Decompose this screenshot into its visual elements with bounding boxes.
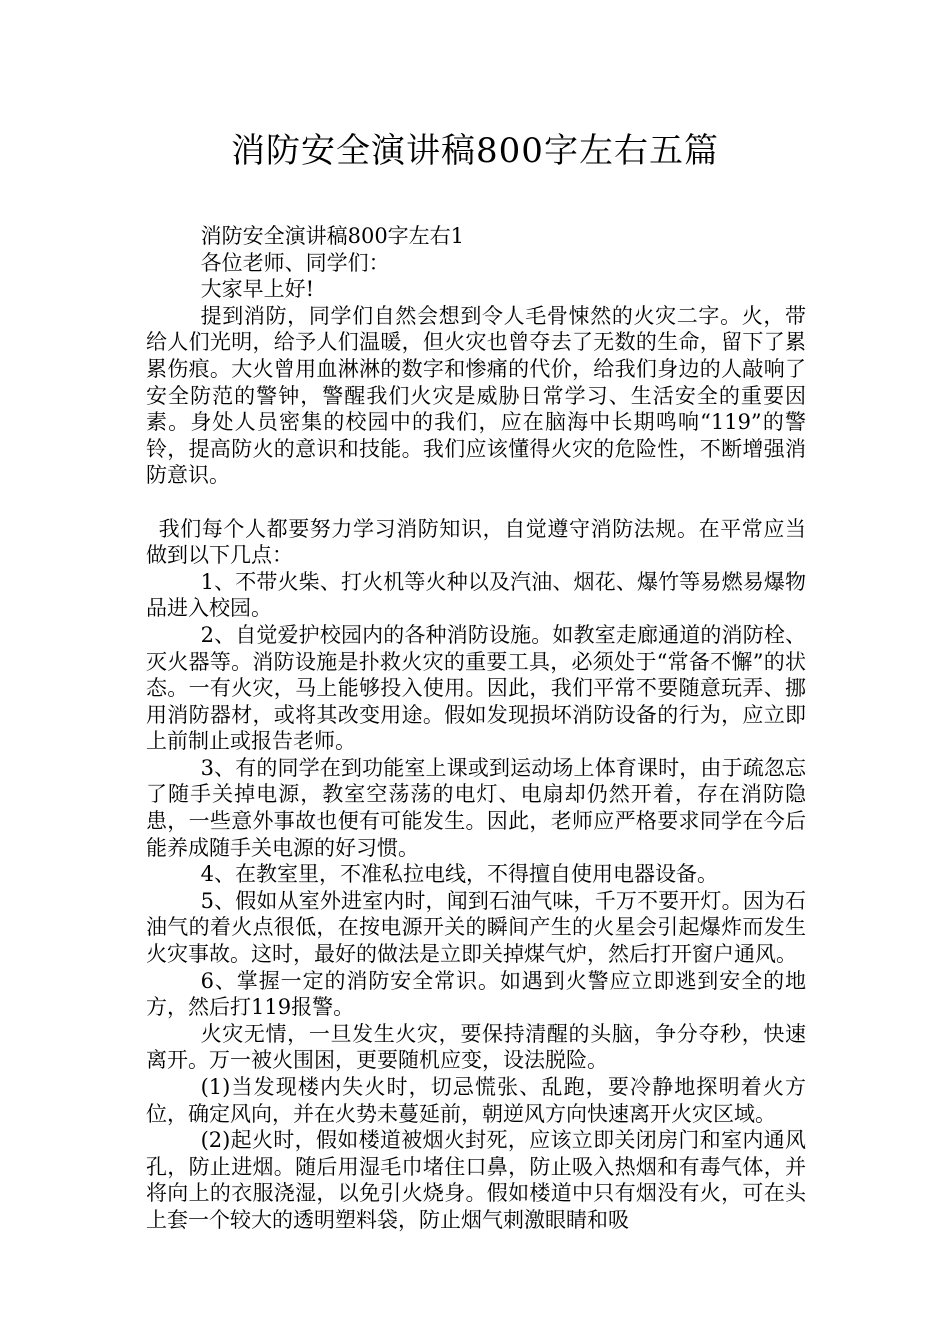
document-title: 消防安全演讲稿800字左右五篇 [231,131,719,171]
list-item: (1)当发现楼内失火时，切忌慌张、乱跑，要冷静地探明着火方位，确定风向，并在火势未蔓延前，朝逆风方向快速离开火灾区域。 [146,1075,806,1126]
list-item: 1、不带火柴、打火机等火种以及汽油、烟花、爆竹等易燃易爆物品进入校园。 [146,569,806,621]
paragraph: 我们每个人都要努力学习消防知识，自觉遵守消防法规。在平常应当做到以下几点： [146,516,806,568]
paragraph: 提到消防，同学们自然会想到令人毛骨悚然的火灾二字。火，带给人们光明，给予人们温暖，但火灾也曾夺去了无数的生命，留下了累累伤痕。大火曾用血淋淋的数字和惨痛的代价，给我们身边的人敲响了安全防范的警钟，警醒我们火灾是威胁日常学习、生活安全的重要因素。身处人员密集的校园中的我们，应在脑海中长期鸣响“119”的警铃，提高防火的意识和技能。我们应该懂得火灾的危险性，不断增强消防意识。 [146,303,806,488]
document-body [146,223,806,1234]
list-item: (2)起火时，假如楼道被烟火封死，应该立即关闭房门和室内通风孔，防止进烟。随后用湿毛巾堵住口鼻，防止吸入热烟和有毒气体，并将向上的衣服浇湿，以免引火烧身。假如楼道中只有烟没有火，可在头上套一个较大的透明塑料袋，防止烟气刺激眼睛和吸 [146,1128,806,1232]
list-item: 4、在教室里，不准私拉电线，不得擅自使用电器设备。 [200,862,718,887]
salutation: 各位老师、同学们： [200,250,390,275]
list-item: 6、掌握一定的消防安全常识。如遇到火警应立即逃到安全的地方，然后打119报警。 [146,968,806,1020]
paragraph: 火灾无情，一旦发生火灾，要保持清醒的头脑，争分夺秒，快速离开。万一被火围困，更要随机应变，设法脱险。 [146,1021,806,1073]
list-item: 5、假如从室外进室内时，闻到石油气味，千万不要开灯。因为石油气的着火点很低，在按电源开关的瞬间产生的火星会引起爆炸而发生火灾事故。这时，最好的做法是立即关掉煤气炉，然后打开窗户通风。 [146,888,806,967]
list-item: 2、自觉爱护校园内的各种消防设施。如教室走廊通道的消防栓、灭火器等。消防设施是扑救火灾的重要工具，必须处于“常备不懈”的状态。一有火灾，马上能够投入使用。因此，我们平常不要随意玩弄、挪用消防器材，或将其改变用途。假如发现损坏消防设备的行为，应立即上前制止或报告老师。 [146,622,806,754]
section-heading: 消防安全演讲稿800字左右1 [200,224,465,248]
greeting: 大家早上好! [200,277,315,302]
list-item: 3、有的同学在到功能室上课或到运动场上体育课时，由于疏忽忘了随手关掉电源，教室空荡荡的电灯、电扇却仍然开着，存在消防隐患，一些意外事故也便有可能发生。因此，老师应严格要求同学在今后能养成随手关电源的好习惯。 [146,755,806,860]
paragraph-spacer [146,489,806,516]
